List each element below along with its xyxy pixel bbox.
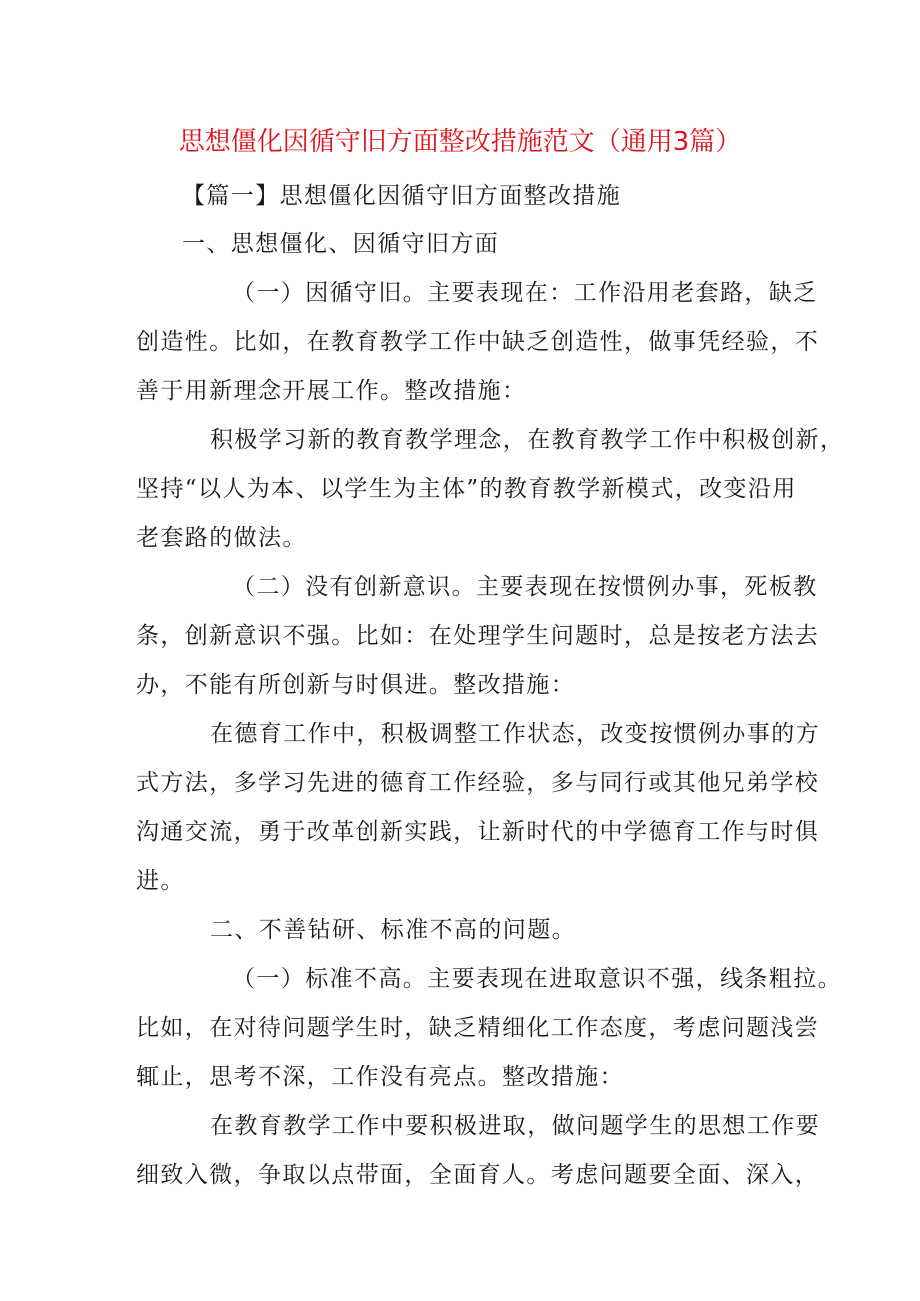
- paragraph-line: 细致入微，争取以点带面，全面育人。考虑问题要全面、深入，: [136, 1162, 820, 1188]
- section-heading: 二、不善钻研、标准不高的问题。: [210, 917, 576, 943]
- paragraph-line: 积极学习新的教育教学理念，在教育教学工作中积极创新，: [210, 427, 845, 453]
- document-title: 思想僵化因循守旧方面整改措施范文（通用3篇）: [178, 127, 742, 157]
- chapter-heading: 【篇一】思想僵化因循守旧方面整改措施: [182, 183, 622, 209]
- paragraph-line: 创造性。比如，在教育教学工作中缺乏创造性，做事凭经验，不: [136, 329, 820, 355]
- paragraph-line: 条，创新意识不强。比如：在处理学生问题时，总是按老方法去: [136, 623, 820, 649]
- paragraph-line: 辄止，思考不深，工作没有亮点。整改措施：: [136, 1064, 624, 1090]
- paragraph-line: 进。: [136, 868, 185, 894]
- paragraph-line: 沟通交流，勇于改革创新实践，让新时代的中学德育工作与时俱: [136, 819, 820, 845]
- paragraph-line: 在教育教学工作中要积极进取，做问题学生的思想工作要: [210, 1113, 820, 1139]
- paragraph-line: （二）没有创新意识。主要表现在按惯例办事，死板教: [232, 574, 818, 600]
- paragraph-line: 比如，在对待问题学生时，缺乏精细化工作态度，考虑问题浅尝: [136, 1015, 820, 1041]
- paragraph-line: （一）标准不高。主要表现在进取意识不强，线条粗拉。: [232, 966, 842, 992]
- paragraph-line: （一）因循守旧。主要表现在：工作沿用老套路，缺乏: [232, 280, 818, 306]
- paragraph-line: 老套路的做法。: [136, 525, 307, 551]
- paragraph-line: 在德育工作中，积极调整工作状态，改变按惯例办事的方: [210, 721, 820, 747]
- paragraph-line: 办，不能有所创新与时俱进。整改措施：: [136, 672, 576, 698]
- paragraph-line: 坚持“以人为本、以学生为主体”的教育教学新模式，改变沿用: [136, 476, 797, 502]
- paragraph-line: 善于用新理念开展工作。整改措施：: [136, 378, 527, 404]
- paragraph-line: 式方法，多学习先进的德育工作经验，多与同行或其他兄弟学校: [136, 770, 820, 796]
- section-heading: 一、思想僵化、因循守旧方面: [182, 231, 500, 257]
